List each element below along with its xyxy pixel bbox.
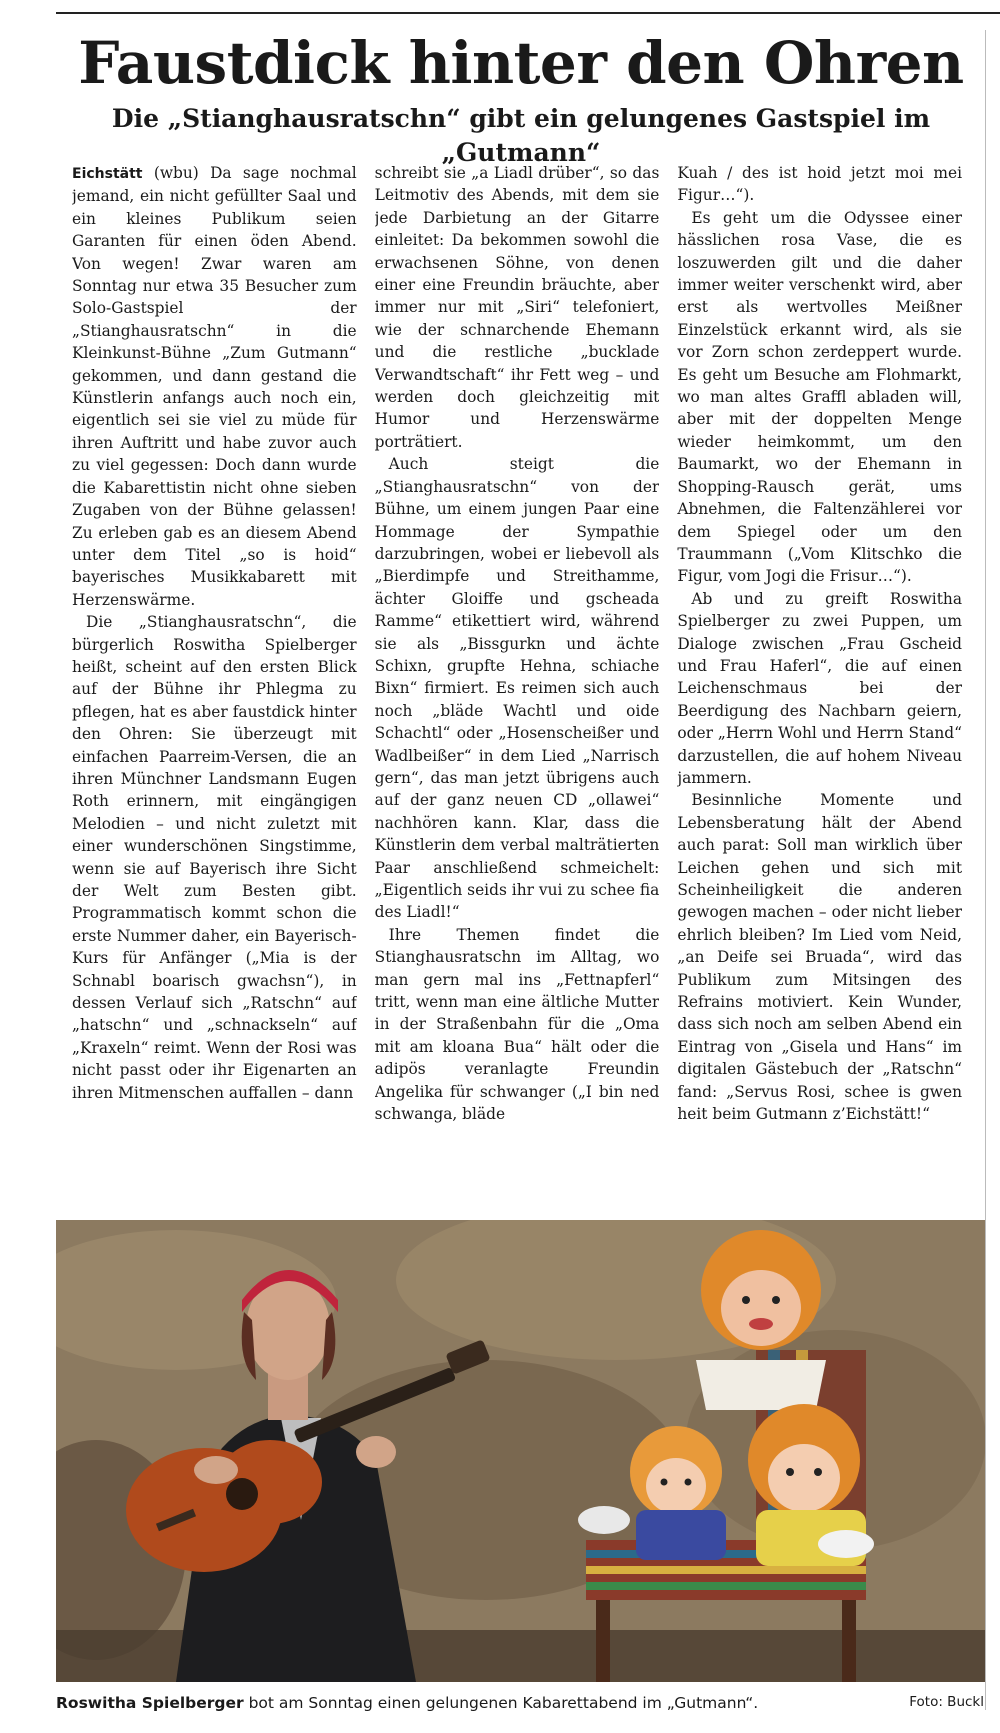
dateline: Eichstätt xyxy=(72,166,143,182)
article-paragraph: Ab und zu greift Roswitha Spielberger zu zwei Puppen, um Dialoge zwischen „Frau Gscheid und Frau Haferl“, die auf einen Leichenschmaus bei der Beerdigung des Nachbarn geiern, oder „Herrn Wohl und Herrn Stand“ darzustellen, die auf hohem Niveau jammern. xyxy=(677,589,963,787)
article-paragraph: Auch steigt die „Stianghausratschn“ von der Bühne, um einem jungen Paar eine Hommage der Sympathie darzubringen, wobei er liebevoll als „Bierdimpfe und Streithamme, ächter Gloiffe und gscheada Ramme“ etikettiert wird, während sie als „Bissgurkn und ächte Schixn, grupfte Hehna, schiache Bixn“ firmiert. Es reimen sich auch noch „bläde Wachtl und oide Schachtl“ oder „Hosenscheißer und Wadlbeißer“ in dem Lied „Narrisch gern“, das man jetzt übrigens auch auf der ganz neuen CD „ollawei“ nachhören kann. Klar, dass die Künstlerin dem verbal malträtierten Paar anschließend schmeichelt: „Eigentlich seids ihr vui zu schee fia des Liadl!“ xyxy=(374,455,660,922)
article-paragraph: Eichstätt (wbu) Da sage nochmal jemand, ein nicht gefüllter Saal und ein kleines Publikum seien Garanten für einen öden Abend. Von wegen! Zwar waren am Sonntag nur etwa 35 Besucher zum Solo-Gastspiel der „Stianghausratschn“ in die Kleinkunst-Bühne „Zum Gutmann“ gekommen, und dann gestand die Künstlerin anfangs auch noch ein, eigentlich sei sie viel zu müde für ihren Auftritt und habe zuvor auch zu viel gegessen: Doch dann wurde die Kabarettistin nicht ohne sieben Zugaben von der Bühne gelassen! Zu erleben gab es an diesem Abend unter dem Titel „so is hoid“ bayerisches Musikkabarett mit Herzenswärme. xyxy=(72,164,357,609)
article-column-1 xyxy=(72,162,357,1192)
article-paragraph: Ihre Themen findet die Stianghausratschn im Alltag, wo man gern mal ins „Fettnapferl“ tritt, wenn man eine ältliche Mutter in der Straßenbahn für die „Oma mit am kloana Bua“ hält oder die adipös veranlagte Freundin Angelika für schwanger („I bin ned schwanga, bläde xyxy=(374,925,660,1124)
article-body xyxy=(72,162,962,1192)
headline: Faustdick hinter den Ohren xyxy=(78,29,964,97)
article-paragraph: schreibt sie „a Liadl drüber“, so das Leitmotiv des Abends, mit dem sie jede Darbietung an der Gitarre einleitet: Da bekommen sowohl die erwachsenen Söhne, von denen einer eine Freundin bräuchte, aber immer nur mit „Siri“ telefoniert, wie der schnarchende Ehemann und die restliche „bucklade Verwandtschaft“ ihr Fett weg – und werden doch gleichzeitig mit Humor und Herzenswärme porträtiert. xyxy=(374,164,660,451)
article-column-2 xyxy=(375,162,660,1192)
article-paragraph: Kuah / des ist hoid jetzt moi mei Figur…“). xyxy=(677,164,963,205)
article-column-3 xyxy=(677,162,962,1192)
photo-credit: Foto: Buckl xyxy=(909,1694,984,1710)
caption-name: Roswitha Spielberger xyxy=(56,1694,244,1712)
article-paragraph: Es geht um die Odyssee einer hässlichen rosa Vase, die es loszuwerden gilt und die daher immer weiter verschenkt wird, aber erst als wertvolles Meißner Einzelstück erkannt wird, als sie vor Zorn schon zerdeppert wurde. Es geht um Besuche am Flohmarkt, wo man altes Graffl abladen will, aber mit der doppelten Menge wieder heimkommt, um den Baumarkt, wo der Ehemann in Shopping-Rausch gerät, ums Abnehmen, die Faltenzählerei vor dem Spiegel oder um den Traummann („Vom Klitschko die Figur, vom Jogi die Frisur…“). xyxy=(677,208,963,586)
column-rule xyxy=(985,30,986,1710)
photo-caption xyxy=(56,1692,985,1714)
article-paragraph: Besinnliche Momente und Lebensberatung hält der Abend auch parat: Soll man wirklich über Leichen gehen und sich mit Scheinheiligkeit die anderen gewogen machen – oder nicht lieber ehrlich bleiben? Im Lied vom Neid, „an Deife sei Bruada“, wird das Publikum zum Mitsingen des Refrains motiviert. Kein Wunder, dass sich noch am selben Abend ein Eintrag von „Gisela und Hans“ im digitalen Gästebuch der „Ratschn“ fand: „Servus Rosi, schee is gwen heit beim Gutmann z’Eichstätt!“ xyxy=(677,791,963,1124)
caption-text: bot am Sonntag einen gelungenen Kabarettabend im „Gutmann“. xyxy=(243,1694,759,1712)
top-rule xyxy=(56,12,1000,14)
photo-illustration xyxy=(56,1220,985,1682)
article-photo xyxy=(56,1220,985,1682)
subheadline: Die „Stianghausratschn“ gibt ein gelungenes Gastspiel im „Gutmann“ xyxy=(111,104,931,167)
article-paragraph: Die „Stianghausratschn“, die bürgerlich Roswitha Spielberger heißt, scheint auf den ersten Blick auf der Bühne ihr Phlegma zu pflegen, hat es aber faustdick hinter den Ohren: Sie überzeugt mit einfachen Paarreim-Versen, die an ihren Münchner Landsmann Eugen Roth erinnern, mit eingängigen Melodien – und nicht zuletzt mit einer wunderschönen Singstimme, wenn sie auf Bayerisch ihre Sicht der Welt zum Besten gibt. Programmatisch kommt schon die erste Nummer daher, ein Bayerisch-Kurs für Anfänger („Mia is der Schnabl boarisch gwachsn“), in dessen Verlauf sich „Ratschn“ auf „hatschn“ und „schnackseln“ auf „Kraxeln“ reimt. Wenn der Rosi was nicht passt oder ihr Eigenarten an ihren Mitmenschen auffallen – dann xyxy=(72,613,357,1102)
